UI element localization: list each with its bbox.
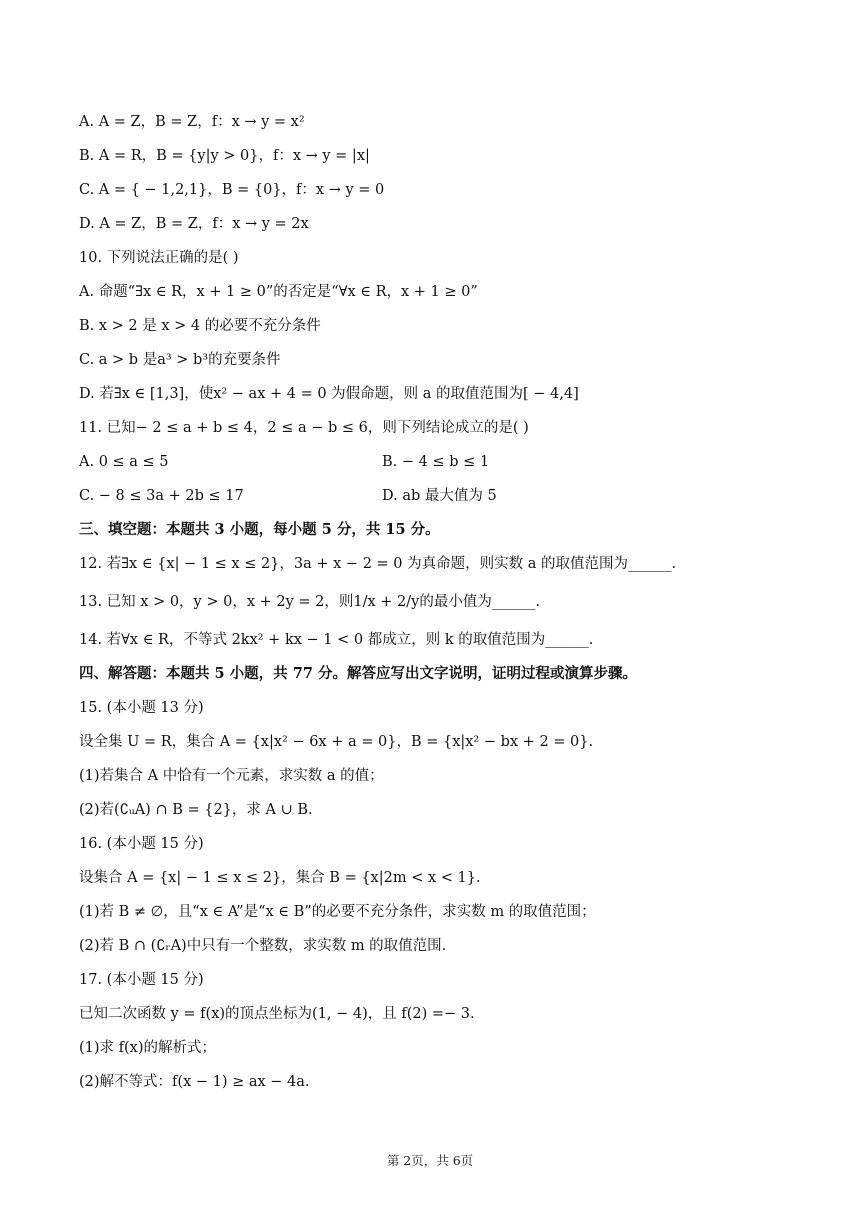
q17-title: 17. (本小题 15 分) <box>79 972 204 988</box>
section-4-heading: 四、解答题：本题共 5 小题，共 77 分。解答应写出文字说明，证明过程或演算步骤。 <box>79 665 637 682</box>
q15-part2: (2)若(∁ᵤA) ∩ B = {2}，求 A ∪ B. <box>79 802 313 818</box>
q11-stem: 11. 已知− 2 ≤ a + b ≤ 4，2 ≤ a − b ≤ 6，则下列结论成立的是( ) <box>79 420 529 436</box>
q10-option-c: C. a > b 是a³ > b³的充要条件 <box>79 352 281 368</box>
q11-option-a: A. 0 ≤ a ≤ 5 <box>79 454 169 470</box>
page-footer: 第 2页，共 6页 <box>386 1153 474 1168</box>
q9-option-b: B. A = R，B = {y|y > 0}，f：x → y = |x| <box>79 148 370 164</box>
q15-stem: 设全集 U = R，集合 A = {x|x² − 6x + a = 0}，B = {x|x² − bx + 2 = 0}. <box>79 734 594 750</box>
q15-title: 15. (本小题 13 分) <box>79 700 204 716</box>
q17-part1: (1)求 f(x)的解析式； <box>79 1040 217 1056</box>
section-3-heading: 三、填空题：本题共 3 小题，每小题 5 分，共 15 分。 <box>79 521 440 538</box>
q11-option-b: B. − 4 ≤ b ≤ 1 <box>382 454 490 470</box>
q10-stem: 10. 下列说法正确的是( ) <box>79 250 239 266</box>
q16-title: 16. (本小题 15 分) <box>79 836 204 852</box>
q17-part2: (2)解不等式：f(x − 1) ≥ ax − 4a. <box>79 1074 310 1090</box>
q13: 13. 已知 x > 0，y > 0，x + 2y = 2，则1/x + 2/y的最小值为______. <box>79 594 540 610</box>
q10-option-b: B. x > 2 是 x > 4 的必要不充分条件 <box>79 318 321 334</box>
q12: 12. 若∃x ∈ {x| − 1 ≤ x ≤ 2}，3a + x − 2 = 0 为真命题，则实数 a 的取值范围为______. <box>79 556 677 572</box>
q9-option-a: A. A = Z，B = Z，f：x → y = x² <box>79 114 305 130</box>
q9-option-d: D. A = Z，B = Z，f：x → y = 2x <box>79 216 309 232</box>
q14: 14. 若∀x ∈ R，不等式 2kx² + kx − 1 < 0 都成立，则 k 的取值范围为______. <box>79 632 594 648</box>
q16-part1: (1)若 B ≠ ∅，且“x ∈ A”是“x ∈ B”的必要不充分条件，求实数 m 的取值范围； <box>79 904 596 920</box>
q15-part1: (1)若集合 A 中恰有一个元素，求实数 a 的值； <box>79 768 384 784</box>
q11-option-d: D. ab 最大值为 5 <box>382 488 497 504</box>
q17-stem: 已知二次函数 y = f(x)的顶点坐标为(1, − 4)，且 f(2) =− 3. <box>79 1006 475 1022</box>
q16-part2: (2)若 B ∩ (∁ᵣA)中只有一个整数，求实数 m 的取值范围. <box>79 938 447 954</box>
q10-option-d: D. 若∃x ∈ [1,3]，使x² − ax + 4 = 0 为假命题，则 a 的取值范围为[ − 4,4] <box>79 386 579 402</box>
q16-stem: 设集合 A = {x| − 1 ≤ x ≤ 2}，集合 B = {x|2m < x < 1}. <box>79 870 481 886</box>
q9-option-c: C. A = { − 1,2,1}，B = {0}，f：x → y = 0 <box>79 182 385 198</box>
q10-option-a: A. 命题“∃x ∈ R，x + 1 ≥ 0”的否定是“∀x ∈ R，x + 1 ≥ 0” <box>79 284 478 300</box>
q11-option-c: C. − 8 ≤ 3a + 2b ≤ 17 <box>79 488 244 504</box>
